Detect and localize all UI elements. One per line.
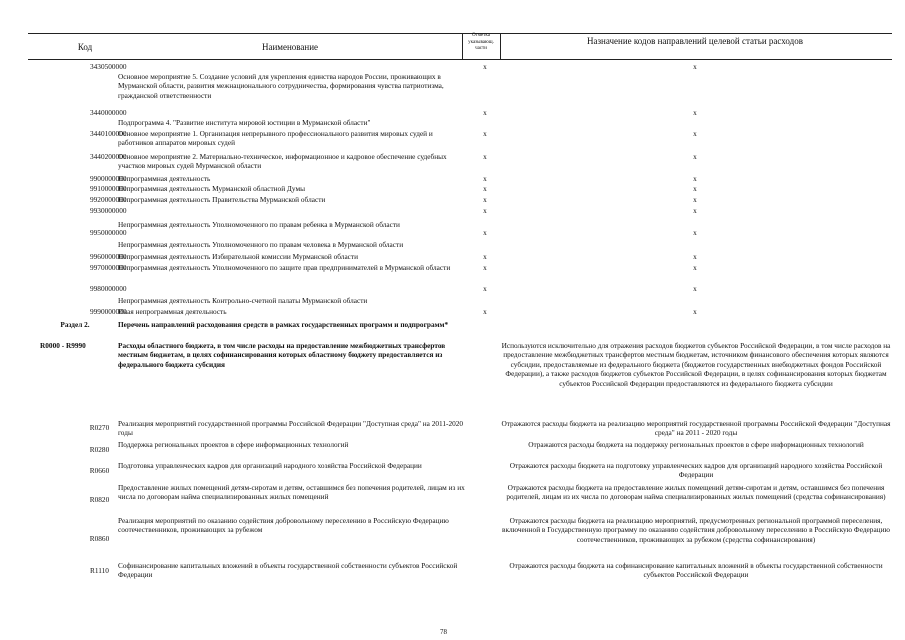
row-dest: Отражаются расходы бюджета на софинансирование капитальных вложений в объекты государственной собственности субъектов Российской Федерации [509,561,883,580]
row-code: R0660 [89,466,110,475]
row-code: 9910000000 [90,184,127,193]
row-code: R0000 - R9990 [40,341,86,350]
row-name: Софинансирование капитальных вложений в объекты государственной собственности субъектов Российской Федерации [118,561,458,580]
header-divider-1 [462,33,463,59]
row-name: Иная непрограммная деятельность [118,307,227,316]
row-name: Непрограммная деятельность Уполномоченного по правам человека в Мурманской области [118,240,404,249]
row-mark: x [483,206,487,215]
header-top-border [28,33,892,34]
row-name: Расходы областного бюджета, в том числе расходы на предоставление межбюджетных трансфертов местным бюджетам, в целях софинансирования которых областному бюджету предоставляется из федерального бюджета субсидия [118,341,446,369]
row-name: Подготовка управленческих кадров для организаций народного хозяйства Российской Федерации [118,461,422,470]
row-dest: x [693,195,697,204]
row-dest: x [693,228,697,237]
row-dest: Отражаются расходы бюджета на реализацию мероприятий государственной программы Российской Федерации "Доступная среда" на 2011 - 2020 годы [501,419,891,438]
row-dest: x [693,263,697,272]
row-code: 3430500000 [90,62,127,71]
row-code: 9970000000 [90,263,127,272]
row-name: Основное мероприятие 2. Материально-техническое, информационное и кадровое обеспечение судебных участков мировых судей Мурманской области [118,152,447,171]
row-mark: x [483,174,487,183]
header-mark: Отметка указывающ. части [468,33,494,51]
row-name: Непрограммная деятельность Избирательной комиссии Мурманской области [118,252,359,261]
section-title: Перечень направлений расходования средств в рамках государственных программ и подпрограмм* [118,320,449,329]
row-dest: x [693,307,697,316]
row-name: Поддержка региональных проектов в сфере информационных технологий [118,440,349,449]
row-dest: x [693,284,697,293]
row-dest: x [693,184,697,193]
row-dest: x [693,108,697,117]
row-code: R0280 [89,445,110,454]
row-name: Основное мероприятие 5. Создание условий для укрепления единства народов России, проживающих в Мурманской области, развития межнационального сотрудничества, формирования чувства патриотизма, гражданской ответственности [118,72,444,100]
row-code: R0820 [89,495,110,504]
row-mark: x [483,263,487,272]
section-code: Раздел 2. [60,320,90,329]
row-dest: Используются исключительно для отражения расходов бюджетов субъектов Российской Федерации, в том числе расходов на предоставление межбюджетных трансфертов местным бюджетам, источником финансового обеспечения которых являются субсидии, предоставляемые из федерального бюджета (бюджетов государственных внебюджетных фондов Российской Федерации), а также расходов бюджетов субъектов Российской Федерации, в целях софинансирования которых бюджетам субъектов Российской Федерации предоставляются из федерального бюджета субсидии [501,341,891,388]
row-name: Непрограммная деятельность Уполномоченного по защите прав предпринимателей в Мурманской области [118,263,451,272]
row-mark: x [483,62,487,71]
row-code: 3440000000 [90,108,127,117]
row-code: 9960000000 [90,252,127,261]
row-dest: Отражаются расходы бюджета на реализацию мероприятий, предусмотренных региональной программой переселения, включенной в Государственную программу по оказанию содействия добровольному переселению в Российскую Федерацию соотечественников, проживающих за рубежом (средства софинансирования) [502,516,890,544]
header-bottom-border [28,59,892,60]
row-dest: x [693,152,697,161]
row-name: Реализация мероприятий по оказанию содействия добровольному переселению в Российскую Федерацию соотечественников, проживающих за рубежом [118,516,449,535]
row-name: Реализация мероприятий государственной программы Российской Федерации "Доступная среда" на 2011-2020 годы [118,419,464,438]
row-dest: Отражаются расходы бюджета на подготовку управленческих кадров для организаций народного хозяйства Российской Федерации [509,461,883,480]
row-mark: x [483,307,487,316]
row-name: Непрограммная деятельность Правительства Мурманской области [118,195,326,204]
row-dest: x [693,62,697,71]
row-mark: x [483,195,487,204]
row-code: 9990000000 [90,307,127,316]
row-mark: x [483,284,487,293]
row-name: Основное мероприятие 1. Организация непрерывного профессионального развития мировых судей и работников аппаратов мировых судей [118,129,433,148]
row-code: 9930000000 [90,206,127,215]
row-name: Непрограммная деятельность Контрольно-счетной палаты Мурманской области [118,296,368,305]
row-mark: x [483,228,487,237]
row-code: 9950000000 [90,228,127,237]
row-name: Предоставление жилых помещений детям-сиротам и детям, оставшимся без попечения родителей, лицам из их числа по договорам найма специализированных жилых помещений [118,483,465,502]
row-dest: Отражаются расходы бюджета на предоставление жилых помещений детям-сиротам и детям, оставшимся без попечения родителей, лицам из их числа по договорам найма специализированных жилых помещений (средства софинансирования) [506,483,886,502]
row-name: Непрограммная деятельность [118,174,211,183]
row-mark: x [483,252,487,261]
row-dest: x [693,252,697,261]
row-code: 3440100000 [90,129,127,138]
row-dest: x [693,206,697,215]
row-mark: x [483,129,487,138]
header-purpose: Назначение кодов направлений целевой статьи расходов [586,36,803,46]
page-number: 78 [440,628,447,636]
row-code: 3440200000 [90,152,127,161]
row-name: Непрограммная деятельность Мурманской областной Думы [118,184,305,193]
row-dest: x [693,129,697,138]
row-code: R0860 [89,534,110,543]
row-dest: x [693,174,697,183]
row-name: Подпрограмма 4. "Развитие института мировой юстиции в Мурманской области" [118,118,371,127]
row-mark: x [483,152,487,161]
header-code: Код [77,42,93,52]
row-dest: Отражаются расходы бюджета на поддержку региональных проектов в сфере информационных технологий [528,440,864,449]
row-name: Непрограммная деятельность Уполномоченного по правам ребенка в Мурманской области [118,220,400,229]
row-mark: x [483,108,487,117]
header-divider-2 [500,33,501,59]
row-code: 9920000000 [90,195,127,204]
row-code: R1110 [90,566,109,575]
row-code: R0270 [89,423,110,432]
header-name: Наименование [261,42,319,52]
row-code: 9980000000 [90,284,127,293]
row-mark: x [483,184,487,193]
row-code: 9900000000 [90,174,127,183]
